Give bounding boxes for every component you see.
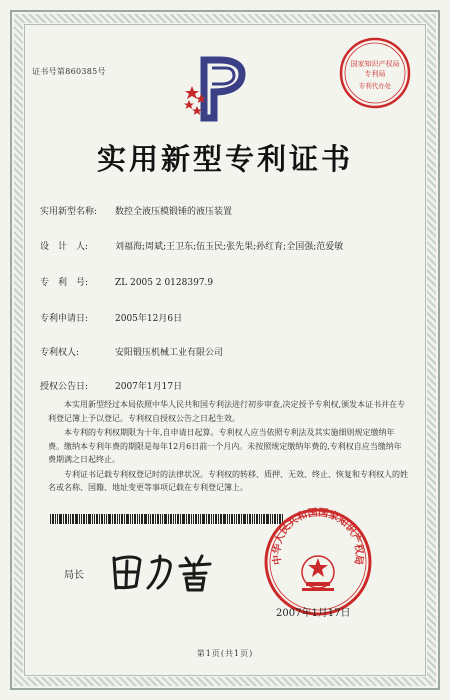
barcode-bar (83, 514, 85, 524)
issue-date: 2007年1月17日 (276, 608, 351, 619)
barcode-bar (198, 514, 199, 524)
agency-seal-icon (338, 36, 412, 110)
body-paragraph: 本专利的专利权期限为十年,自申请日起算。专利权人应当依照专利法及其实施细则规定缴纳年费。缴纳本专利年费的期限是每年12月6日前一个月内。未按照规定缴纳年费的,专利权自应当缴纳年费期满之日起终止。 (48, 428, 402, 464)
barcode-bar (173, 514, 174, 524)
certificate-title: 实用新型专利证书 (96, 142, 353, 176)
barcode-bar (175, 514, 176, 524)
field-label: 专利申请日: (40, 314, 89, 324)
patent-office-emblem-icon (182, 56, 246, 122)
field-value: 2005年12月6日 (115, 314, 183, 324)
barcode-bar (101, 514, 103, 524)
barcode-bar (63, 514, 64, 524)
barcode-bar (243, 514, 246, 524)
barcode-bar (247, 514, 248, 524)
barcode-bar (108, 514, 111, 524)
barcode-bar (241, 514, 242, 524)
barcode-bar (195, 514, 197, 524)
field-value: 2007年1月17日 (115, 382, 183, 392)
barcode-bar (168, 514, 169, 524)
barcode-bar (182, 514, 185, 524)
barcode-bar (157, 514, 159, 524)
field-label: 授权公告日: (40, 382, 89, 392)
barcode-bar (88, 514, 91, 524)
field-label: 专 利 号: (40, 278, 89, 288)
field-value: 刘福海;周斌;王卫东;伍玉民;张先果;孙红育;全国强;范爱敏 (115, 242, 344, 252)
barcode-bar (213, 514, 214, 524)
barcode-bar (94, 514, 95, 524)
barcode-bar (170, 514, 172, 524)
agency-seal-text: 国家知识产权局 (350, 60, 400, 68)
page-number: 第1页(共1页) (196, 649, 254, 658)
barcode-bar (144, 514, 147, 524)
barcode-bar (139, 514, 140, 524)
certificate-number: 证书号第860385号 (32, 67, 106, 76)
field-patent-number (40, 275, 213, 288)
barcode-bar (249, 514, 251, 524)
national-ip-office-seal-icon (262, 506, 374, 618)
barcode-bar (50, 514, 51, 524)
barcode-bar (177, 514, 179, 524)
barcode-bar (121, 514, 123, 524)
field-value: ZL 2005 2 0128397.9 (115, 278, 214, 288)
barcode-bar (202, 514, 205, 524)
barcode-bar (200, 514, 201, 524)
barcode-bar (70, 514, 71, 524)
barcode-bar (211, 514, 212, 524)
barcode-bar (256, 514, 258, 524)
barcode-bar (59, 514, 62, 524)
field-designers (40, 239, 343, 252)
barcode-bar (208, 514, 210, 524)
barcode-bar (130, 514, 131, 524)
national-seal-text: 中华人民共和国国家知识产权局 (271, 507, 365, 566)
body-paragraph: 本实用新型经过本局依照中华人民共和国专利法进行初步审查,决定授予专利权,颁发本证书并在专利登记簿上予以登记。专利权自授权公告之日起生效。 (48, 400, 406, 423)
barcode-bar (81, 514, 82, 524)
barcode-bar (188, 514, 190, 524)
barcode-bar (92, 514, 93, 524)
barcode-bar (65, 514, 67, 524)
barcode-bar (126, 514, 129, 524)
barcode-bar (218, 514, 219, 524)
barcode-bar (215, 514, 217, 524)
barcode-bar (106, 514, 107, 524)
barcode-bar (148, 514, 149, 524)
field-patentee (40, 345, 223, 358)
barcode-bar (134, 514, 136, 524)
field-grant-date (40, 379, 182, 392)
svg-text:专利局: 专利局 (364, 70, 386, 78)
barcode-bar (223, 514, 226, 524)
barcode-bar (124, 514, 125, 524)
barcode-bar (104, 514, 105, 524)
director-label: 局长 (64, 570, 84, 581)
field-value: 数控全液压模锻锤的液压装置 (115, 207, 233, 217)
barcode-bar (193, 514, 194, 524)
barcode-bar (155, 514, 156, 524)
barcode-bar (112, 514, 113, 524)
barcode-bar (206, 514, 207, 524)
barcode-bar (160, 514, 161, 524)
barcode-bar (234, 514, 235, 524)
barcode-bar (164, 514, 167, 524)
barcode-bar (150, 514, 151, 524)
barcode-bar (220, 514, 222, 524)
barcode-bar (259, 514, 260, 524)
field-value: 安阳锻压机械工业有限公司 (115, 348, 224, 358)
barcode-bar (141, 514, 143, 524)
field-utility-model-name (40, 204, 232, 217)
barcode-bar (52, 514, 54, 524)
barcode-bar (68, 514, 69, 524)
field-label: 实用新型名称: (40, 207, 98, 217)
barcode-bar (132, 514, 133, 524)
barcode-bar (57, 514, 58, 524)
barcode-bar (75, 514, 78, 524)
barcode-bar (254, 514, 255, 524)
barcode-bar (119, 514, 120, 524)
field-label: 设 计 人: (40, 242, 89, 252)
barcode-bar (72, 514, 74, 524)
barcode-bar (229, 514, 230, 524)
agency-seal-sub: 专利代办处 (358, 82, 392, 90)
barcode-bar (99, 514, 100, 524)
barcode-bar (114, 514, 116, 524)
barcode-bar (252, 514, 253, 524)
barcode-bar (186, 514, 187, 524)
barcode-bar (236, 514, 237, 524)
certificate-body (48, 398, 408, 496)
barcode-bar (162, 514, 163, 524)
barcode-bar (180, 514, 181, 524)
barcode-bar (86, 514, 87, 524)
barcode-bar (238, 514, 240, 524)
body-paragraph: 专利证书记载专利权登记时的法律状况。专利权的转移、质押、无效、终止、恢复和专利权人的姓名或名称、国籍、地址变更等事项记载在专利登记簿上。 (48, 469, 408, 492)
barcode-bar (79, 514, 80, 524)
barcode-bar (227, 514, 228, 524)
field-application-date (40, 311, 182, 324)
barcode-bar (191, 514, 192, 524)
barcode-bar (231, 514, 233, 524)
barcode-bar (96, 514, 98, 524)
director-signature-icon (106, 548, 226, 594)
barcode-bar (137, 514, 138, 524)
field-label: 专利权人: (40, 348, 80, 358)
barcode-bar (117, 514, 118, 524)
barcode-bar (55, 514, 56, 524)
barcode-bar (152, 514, 154, 524)
